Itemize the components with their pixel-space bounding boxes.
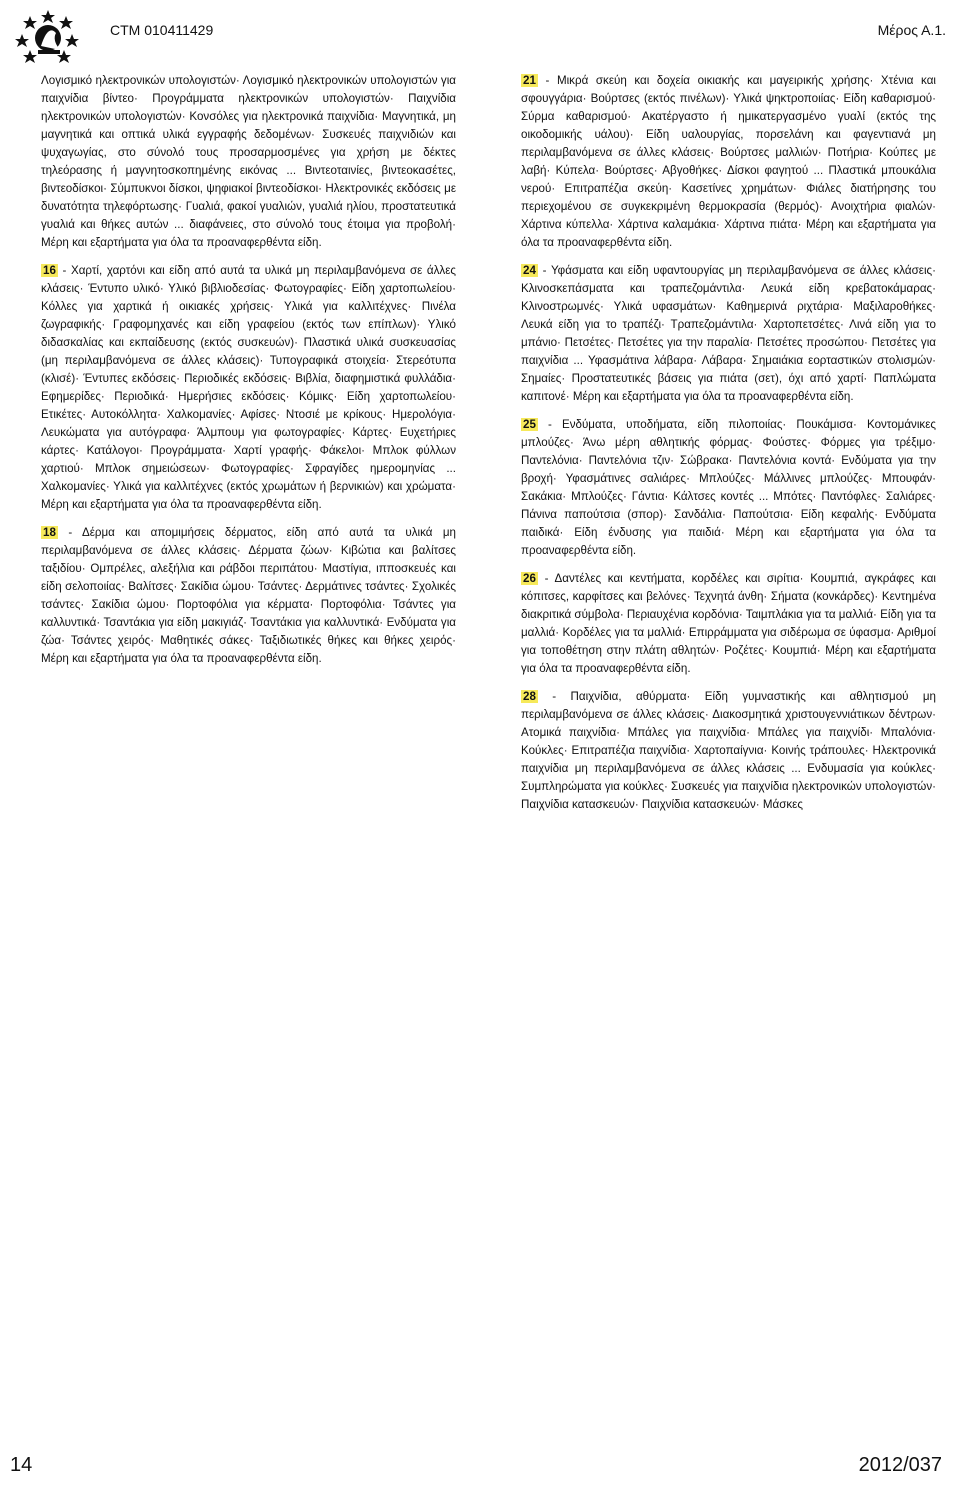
class-text: - Χαρτί, χαρτόνι και είδη από αυτά τα υλικά μη περιλαμβανόμενα σε άλλες κλάσεις· Έντυπο υλικό· Υλικό βιβλιοδεσίας· Φωτογραφίες· Είδη χαρτοπωλείου· Κόλλες για χαρτικά ή οικιακές χρήσεις· Υλικά για καλλιτέχνες· Πινέλα ζωγραφικής· Γραφομηχανές και είδη γραφείου (εκτός των επίπλων)· Υλικό διδασκαλίας και εκπαίδευσης (εκτός συσκευών)· Πλαστικά υλικά συσκευασίας (μη περιλαμβανόμενα σε άλλες κλάσεις)· Τυπογραφικά στοιχεία· Στερεότυπα (κλισέ)· Έντυπες εκδόσεις· Περιοδικές εκδόσεις· Βιβλία, διαφημιστικά φυλλάδια· Εφημερίδες· Περιοδικά· Ημερήσιες εκδόσεις· Κόμικς· Είδη χαρτοπωλείου· Ετικέτες· Αυτοκόλλητα· Χαλκομανίες· Αφίσες· Ντοσιέ με κρίκους· Ημερολόγια· Λευκώματα για αυτόγραφα· Άλμπουμ για φωτογραφίες· Κάρτες· Ευχετήριες κάρτες· Κατάλογοι· Προγράμματα· Χαρτί γραφής· Φάκελοι· Μπλοκ φύλλων χαρτιού· Μπλοκ σημειώσεων· Φωτογραφίες· Σφραγίδες ημερομηνίας ... Χαλκομανίες· Υλικά για καλλιτέχνες (εκτός χρωμάτων ή βερνικιών) και χρώματα· Μέρη και εξαρτήματα για όλα τα προαναφερθέντα είδη. [41,264,456,511]
class-text: Λογισμικό ηλεκτρονικών υπολογιστών· Λογισμικό ηλεκτρονικών υπολογιστών για παιχνίδια βίντεο· Προγράμματα ηλεκτρονικών υπολογιστών· Παιχνίδια ηλεκτρονικών υπολογιστών· Κονσόλες για ηλεκτρονικά παιχνίδια· Μαγνητικά, μη μαγνητικά και οπτικά υλικά εγγραφής δεδομένων· Συσκευές παιχνιδιών και ψυχαγωγίας, στο σύνολό τους προσαρμοσμένες για χρήση με δέκτες τηλεόρασης ή μαγνητοσκοπημένης εικόνας ... Βιντεοταινίες, βιντεοκασέτες, βιντεοδίσκοι· Σύμπυκνοι δίσκοι, ψηφιακοί βιντεοδίσκοι· Ηλεκτρονικές εκδόσεις με δυνατότητα τηλεφόρτωσης· Γυαλιά, φακοί γυαλιών, γυαλιά ηλίου, προστατευτικά γυαλιά και θήκες αυτών ... διαφάνειες, στο σύνολό τους έτοιμα για προβολή· Μέρη και εξαρτήματα για όλα τα προαναφερθέντα είδη. [41,74,456,249]
class-number-badge: 21 [523,74,536,87]
class-paragraph [521,570,936,678]
class-text: - Υφάσματα και είδη υφαντουργίας μη περιλαμβανόμενα σε άλλες κλάσεις· Κλινοσκεπάσματα και τραπεζομάντιλα· Λευκά είδη κρεβατοκάμαρας· Κλινοστρωμνές· Υλικά υφασμάτων· Καθημερινά ριχτάρια· Μαξιλαροθήκες· Λευκά είδη για το τραπέζι· Τραπεζομάντιλα· Χαρτοπετσέτες· Λινά είδη για το μπάνιο· Πετσέτες· Πετσέτες για την παραλία· Πετσέτες προσώπου· Πετσέτες για παιχνίδια ... Υφασμάτινα λάβαρα· Λάβαρα· Σημαιάκια εορταστικών στολισμών· Σημαίες· Προστατευτικές βάσεις για πιάτα (σετ), όχι από χαρτί· Παπλώματα καπιτονέ· Μέρη και εξαρτήματα για όλα τα προαναφερθέντα είδη. [521,264,936,403]
class-text: - Μικρά σκεύη και δοχεία οικιακής και μαγειρικής χρήσης· Χτένια και σφουγγάρια· Βούρτσες (εκτός πινέλων)· Υλικά ψηκτροποιίας· Είδη καθαρισμού· Σύρμα καθαρισμού· Ακατέργαστο ή ημικατεργασμένο γυαλί (εκτός της οικοδομικής υάλου)· Είδη υαλουργίας, πορσελάνη και φαγεντιανά μη περιλαμβανόμενα σε άλλες κλάσεις· Βούρτσες μαλλιών· Ποτήρια· Κούπες με λαβή· Κύπελα· Βούρτσες· Αβγοθήκες· Δίσκοι φαγητού ... Πλαστικά μπουκάλια νερού· Επιτραπέζια σκεύη· Κασετίνες χρημάτων· Φιάλες διατήρησης του περιεχομένου σε συγκεκριμένη θερμοκρασία (θερμός)· Ανοιχτήρια φιαλών· Χάρτινα κύπελλα· Χάρτινα καλαμάκια· Χάρτινα πιάτα· Μέρη και εξαρτήματα για όλα τα προαναφερθέντα είδη. [521,74,936,249]
class-number-badge: 28 [523,690,536,703]
ohim-logo-icon [8,6,98,64]
class-paragraph [41,524,456,668]
class-number-badge: 25 [523,418,536,431]
class-text: - Δέρμα και απομιμήσεις δέρματος, είδη από αυτά τα υλικά μη περιλαμβανόμενα σε άλλες κλάσεις· Δέρματα ζώων· Κιβώτια και βαλίτσες ταξιδίου· Ομπρέλες, αλεξήλια και ράβδοι περιπάτου· Μαστίγια, ιπποσκευές και είδη σελοποιίας· Βαλίτσες· Σακίδια ώμου· Τσάντες· Δερμάτινες τσάντες· Σχολικές τσάντες· Σακίδια ώμου· Πορτοφόλια για κέρματα· Πορτοφόλια· Τσάντες για καλλυντικά· Τσαντάκια για είδη μακιγιάζ· Τσαντάκια για καλλυντικά· Ενδύματα για ζώα· Τσάντες χειρός· Μαθητικές σάκες· Ταξιδιωτικές θήκες και θήκες χειρός· Μέρη και εξαρτήματα για όλα τα προαναφερθέντα είδη. [41,526,456,665]
page-header [0,0,960,60]
left-column [41,72,456,678]
part-label: Μέρος Α.1. [877,22,946,38]
class-text: - Ενδύματα, υποδήματα, είδη πιλοποιίας· Πουκάμισα· Κοντομάνικες μπλούζες· Άνω μέρη αθλητικής φόρμας· Φούστες· Φόρμες για τρέξιμο· Παντελόνια· Παντελόνια τζιν· Σώβρακα· Παντελόνια κοντά· Ενδύματα για την βροχή· Υφασμάτινες σαλιάρες· Μπλούζες· Μάλλινες μπλούζες· Μπουφάν· Σακάκια· Μπλούζες· Γάντια· Κάλτσες κοντές ... Μπότες· Παντόφλες· Σαλιάρες· Πάνινα παπούτσια (σπορ)· Σανδάλια· Παπούτσια· Είδη κεφαλής· Ενδύματα παιδικά· Είδη ένδυσης για παιδιά· Μέρη και εξαρτήματα για όλα τα προαναφερθέντα είδη. [521,418,936,557]
bulletin-code: 2012/037 [858,1454,942,1476]
class-number-badge: 26 [523,572,536,585]
class-paragraph [521,688,936,814]
class-number-badge: 24 [523,264,536,277]
class-paragraph [41,262,456,514]
class-number-badge: 18 [43,526,56,539]
document-id: CTM 010411429 [110,22,214,38]
class-text: - Παιχνίδια, αθύρματα· Είδη γυμναστικής και αθλητισμού μη περιλαμβανόμενα σε άλλες κλάσεις· Διακοσμητικά χριστουγεννιάτικων δέντρων· Ατομικά παιχνίδια· Μπάλες για παιχνίδια· Μπάλες για παιχνίδι· Μπαλόνια· Κούκλες· Επιτραπέζια παιχνίδια· Χαρτοπαίγνια· Κοινής τράπουλες· Ηλεκτρονικά παιχνίδια μη περιλαμβανόμενα σε άλλες κλάσεις ... Ενδυμασία για κούκλες· Συμπληρώματα για κούκλες· Συσκευές για παιχνίδια ηλεκτρονικών υπολογιστών· Παιχνίδια κατασκευών· Παιχνίδια κατασκευών· Μάσκες [521,690,936,811]
class-paragraph [41,72,456,252]
class-paragraph [521,72,936,252]
class-paragraph [521,416,936,560]
class-paragraph [521,262,936,406]
right-column [521,72,936,824]
page-number: 14 [10,1454,33,1476]
class-number-badge: 16 [43,264,56,277]
class-text: - Δαντέλες και κεντήματα, κορδέλες και σιρίτια· Κουμπιά, αγκράφες και κόπιτσες, καρφίτσες και βελόνες· Τεχνητά άνθη· Σήματα (κονκάρδες)· Κεντημένα διακριτικά σύμβολα· Περιαυχένια κορδόνια· Ταιμπλάκια για τα μαλλιά· Είδη για τα μαλλιά· Κορδέλες για τα μαλλιά· Επιρράμματα για σιδέρωμα σε ύφασμα· Αριθμοί για τοποθέτηση στην πλάτη αθλητών· Ροζέτες· Κουμπιά· Μέρη και εξαρτήματα για όλα τα προαναφερθέντα είδη. [521,572,936,675]
